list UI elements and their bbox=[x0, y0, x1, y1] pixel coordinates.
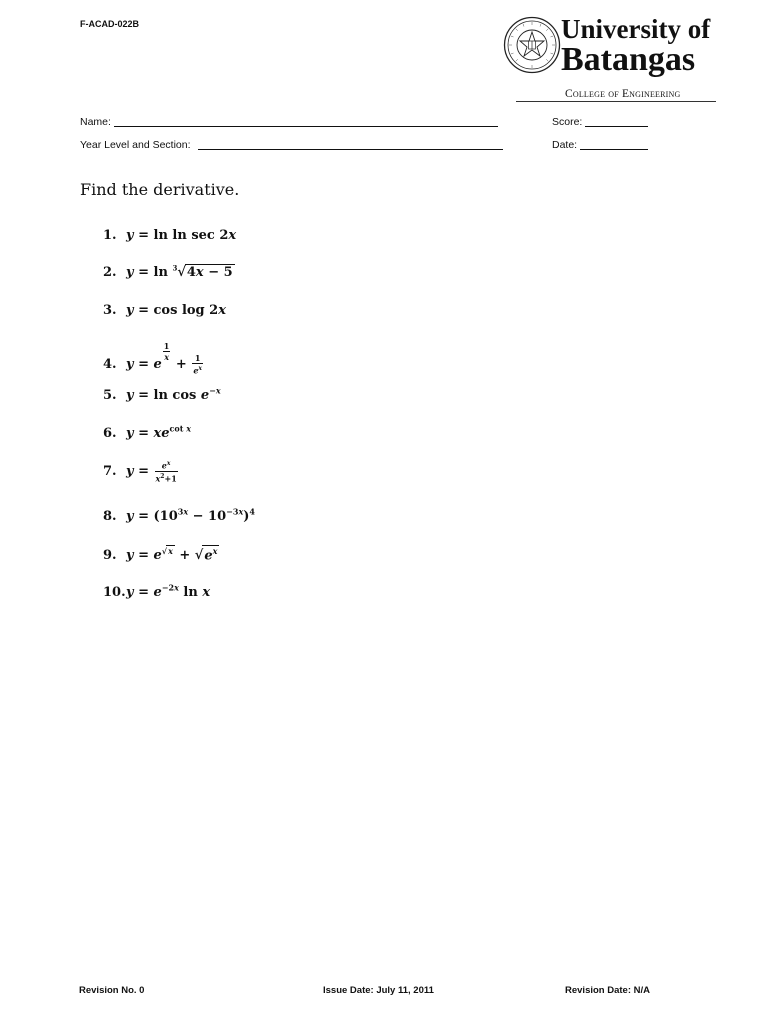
score-label: Score: bbox=[552, 116, 583, 128]
issue-date: Issue Date: July 11, 2011 bbox=[323, 985, 434, 996]
problem-expression: $y = xe^{cot x}$ bbox=[126, 424, 192, 442]
problem-expression: y = $\frac{e^x}{x^2+1}$ bbox=[126, 460, 177, 484]
revision-number: Revision No. 0 bbox=[79, 985, 145, 996]
problem-number: 1. bbox=[103, 228, 117, 243]
year-section-label: Year Level and Section: bbox=[80, 139, 191, 151]
university-name-line1: University of bbox=[561, 14, 711, 44]
problem-number: 8. bbox=[103, 509, 117, 525]
date-field[interactable] bbox=[580, 149, 648, 150]
problem-10 bbox=[103, 583, 210, 600]
problem-expression: $y = e^{-2x}$ ln x bbox=[126, 583, 211, 601]
problem-number: 2. bbox=[103, 265, 117, 281]
problem-7 bbox=[103, 459, 179, 483]
problem-number: 5. bbox=[103, 388, 117, 404]
problem-expression: y = e $\frac{1}{x}$ + $\frac{1}{e^x}$ bbox=[126, 341, 202, 376]
problem-6 bbox=[103, 424, 191, 441]
problem-expression: $y = (10^{3x} - 10^{-3x})^4$ bbox=[126, 507, 255, 525]
problem-1 bbox=[103, 228, 236, 243]
problem-number: 6. bbox=[103, 426, 117, 442]
problem-number: 4. bbox=[103, 357, 117, 372]
problem-5 bbox=[103, 386, 221, 403]
problem-9 bbox=[103, 545, 219, 563]
college-name: College of Engineering bbox=[565, 88, 681, 100]
year-section-field[interactable] bbox=[198, 149, 503, 150]
name-label: Name: bbox=[80, 116, 111, 128]
college-underline bbox=[516, 101, 716, 102]
problem-number: 3. bbox=[103, 303, 117, 318]
score-field[interactable] bbox=[585, 126, 648, 127]
name-field[interactable] bbox=[114, 126, 498, 127]
university-seal-icon bbox=[503, 16, 561, 74]
problem-number: 10. bbox=[103, 585, 126, 601]
problem-expression: y = cos log 2x bbox=[126, 303, 226, 318]
problem-expression: y = ln $^3$√4x − 5 bbox=[126, 264, 233, 281]
problem-8 bbox=[103, 507, 255, 524]
problem-3 bbox=[103, 303, 226, 318]
problem-expression: y = ln ln sec 2x bbox=[126, 228, 237, 243]
form-code: F-ACAD-022B bbox=[80, 19, 140, 29]
problem-expression: $y = e^{√x} + √e^x$ bbox=[126, 546, 218, 564]
problem-4 bbox=[103, 341, 204, 376]
problem-2 bbox=[103, 264, 235, 280]
date-label: Date: bbox=[552, 139, 578, 151]
problem-expression: $y = \ln \cos e^{-x}$ bbox=[126, 386, 221, 404]
problem-number: 9. bbox=[103, 548, 117, 564]
revision-date: Revision Date: N/A bbox=[565, 985, 650, 996]
instructions: Find the derivative. bbox=[80, 180, 240, 199]
university-name-line2: Batangas bbox=[561, 41, 696, 78]
problem-number: 7. bbox=[103, 463, 117, 479]
